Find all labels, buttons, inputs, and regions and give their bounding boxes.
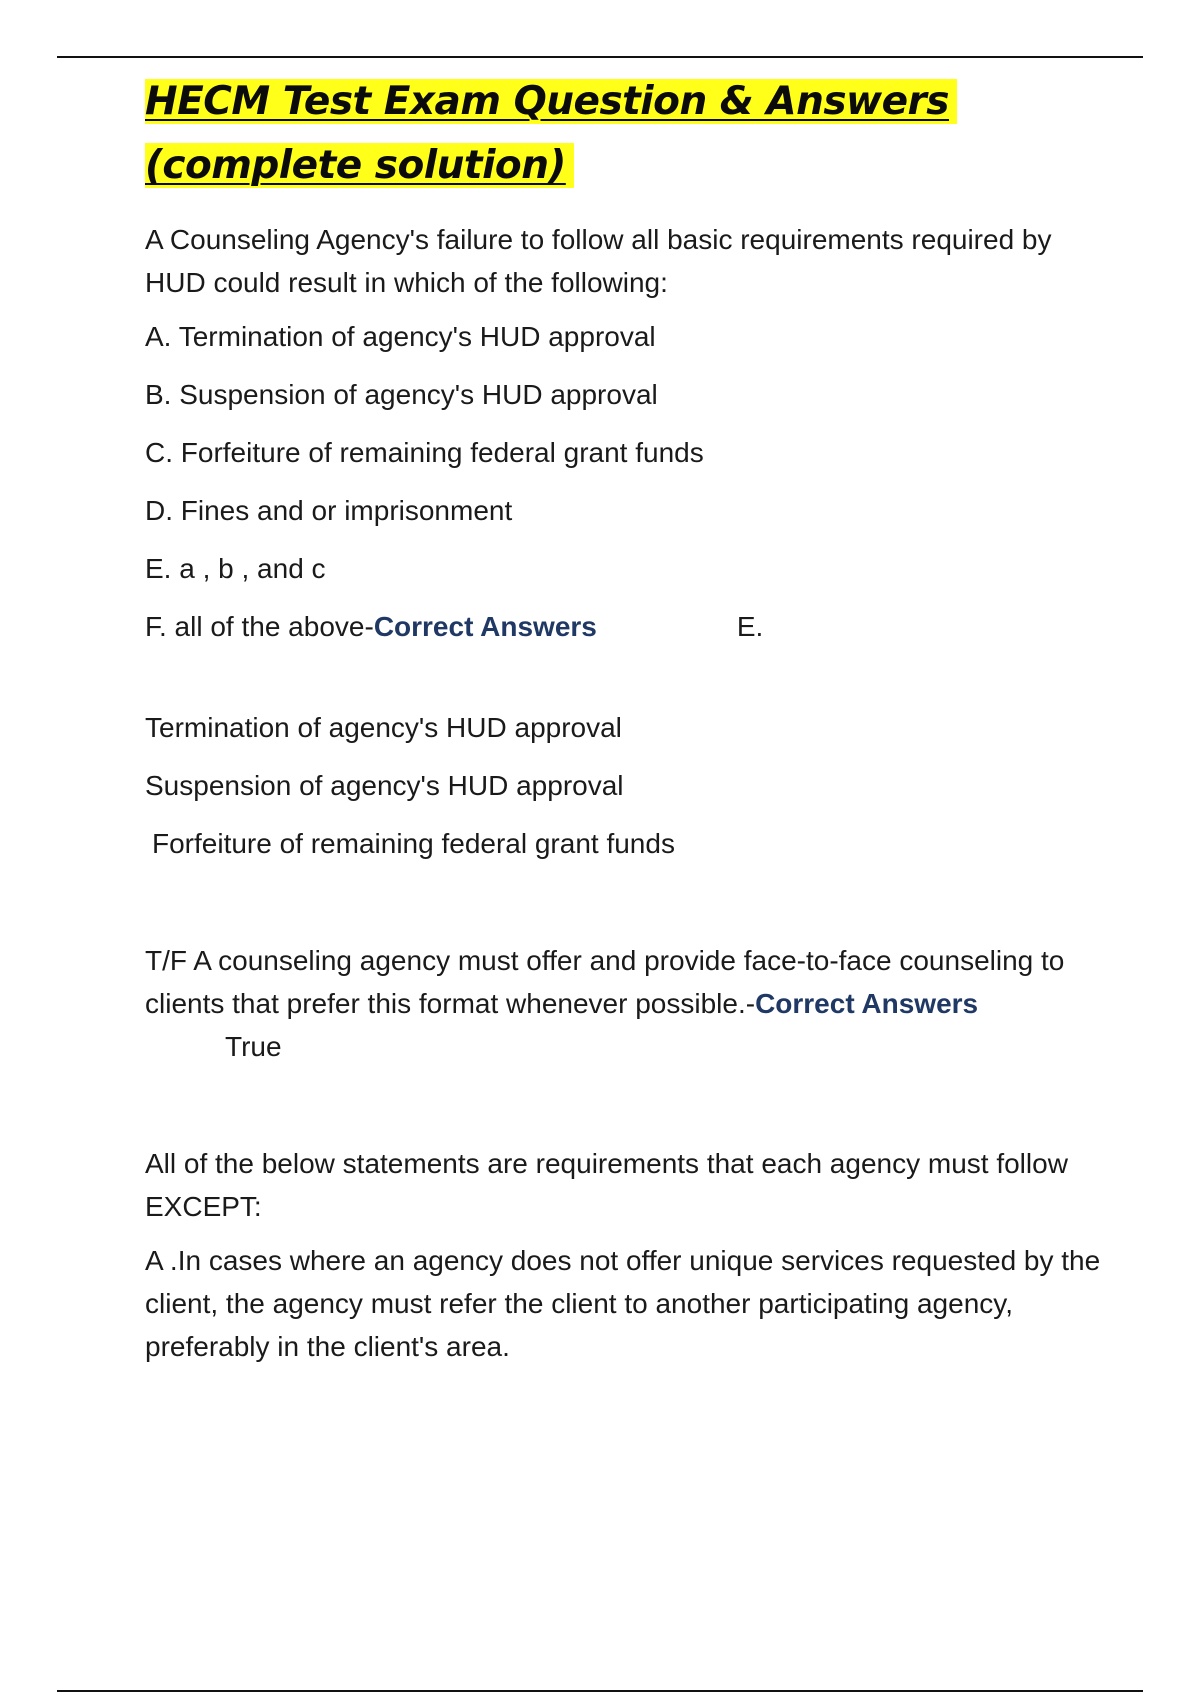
q3-option-a: A .In cases where an agency does not offer unique services requested by the client, the agency must refer the client to another participating agency, preferably in the client's area. bbox=[145, 1245, 1108, 1362]
bottom-rule bbox=[57, 1690, 1143, 1692]
title-line-1: HECM Test Exam Question & Answers bbox=[145, 79, 957, 124]
document-title bbox=[145, 70, 1105, 198]
document-body bbox=[145, 70, 1108, 1368]
q1-option-c: C. Forfeiture of remaining federal grant funds bbox=[145, 437, 704, 468]
q1-option-d: D. Fines and or imprisonment bbox=[145, 495, 513, 526]
q1-answer-letter: E. bbox=[736, 611, 764, 642]
title-line-2: (complete solution) bbox=[145, 143, 574, 188]
q1-stem: A Counseling Agency's failure to follow all basic requirements required by HUD could result in which of the following: bbox=[145, 224, 1060, 298]
q1-answer-line-1: Termination of agency's HUD approval bbox=[145, 712, 622, 743]
q1-option-f-text: F. all of the above- bbox=[145, 611, 374, 642]
q2-stem-block bbox=[145, 939, 1105, 1068]
q1-option-b: B. Suspension of agency's HUD approval bbox=[145, 379, 658, 410]
q1-option-f bbox=[145, 605, 1105, 648]
q1-option-e: E. a , b , and c bbox=[145, 553, 326, 584]
q1-answer-line-2: Suspension of agency's HUD approval bbox=[145, 770, 624, 801]
q3-stem: All of the below statements are requirements that each agency must follow EXCEPT: bbox=[145, 1148, 1076, 1222]
q2-correct-answers-label: Correct Answers bbox=[755, 988, 979, 1019]
q1-answer-line-3: Forfeiture of remaining federal grant funds bbox=[152, 828, 675, 859]
top-rule bbox=[57, 56, 1143, 58]
q2-answer: True bbox=[225, 1031, 282, 1062]
q2-stem: T/F A counseling agency must offer and provide face-to-face counseling to clients that prefer this format whenever possible.- bbox=[145, 945, 1073, 1019]
q1-option-a: A. Termination of agency's HUD approval bbox=[145, 321, 656, 352]
q1-correct-answers-label: Correct Answers bbox=[373, 611, 597, 642]
